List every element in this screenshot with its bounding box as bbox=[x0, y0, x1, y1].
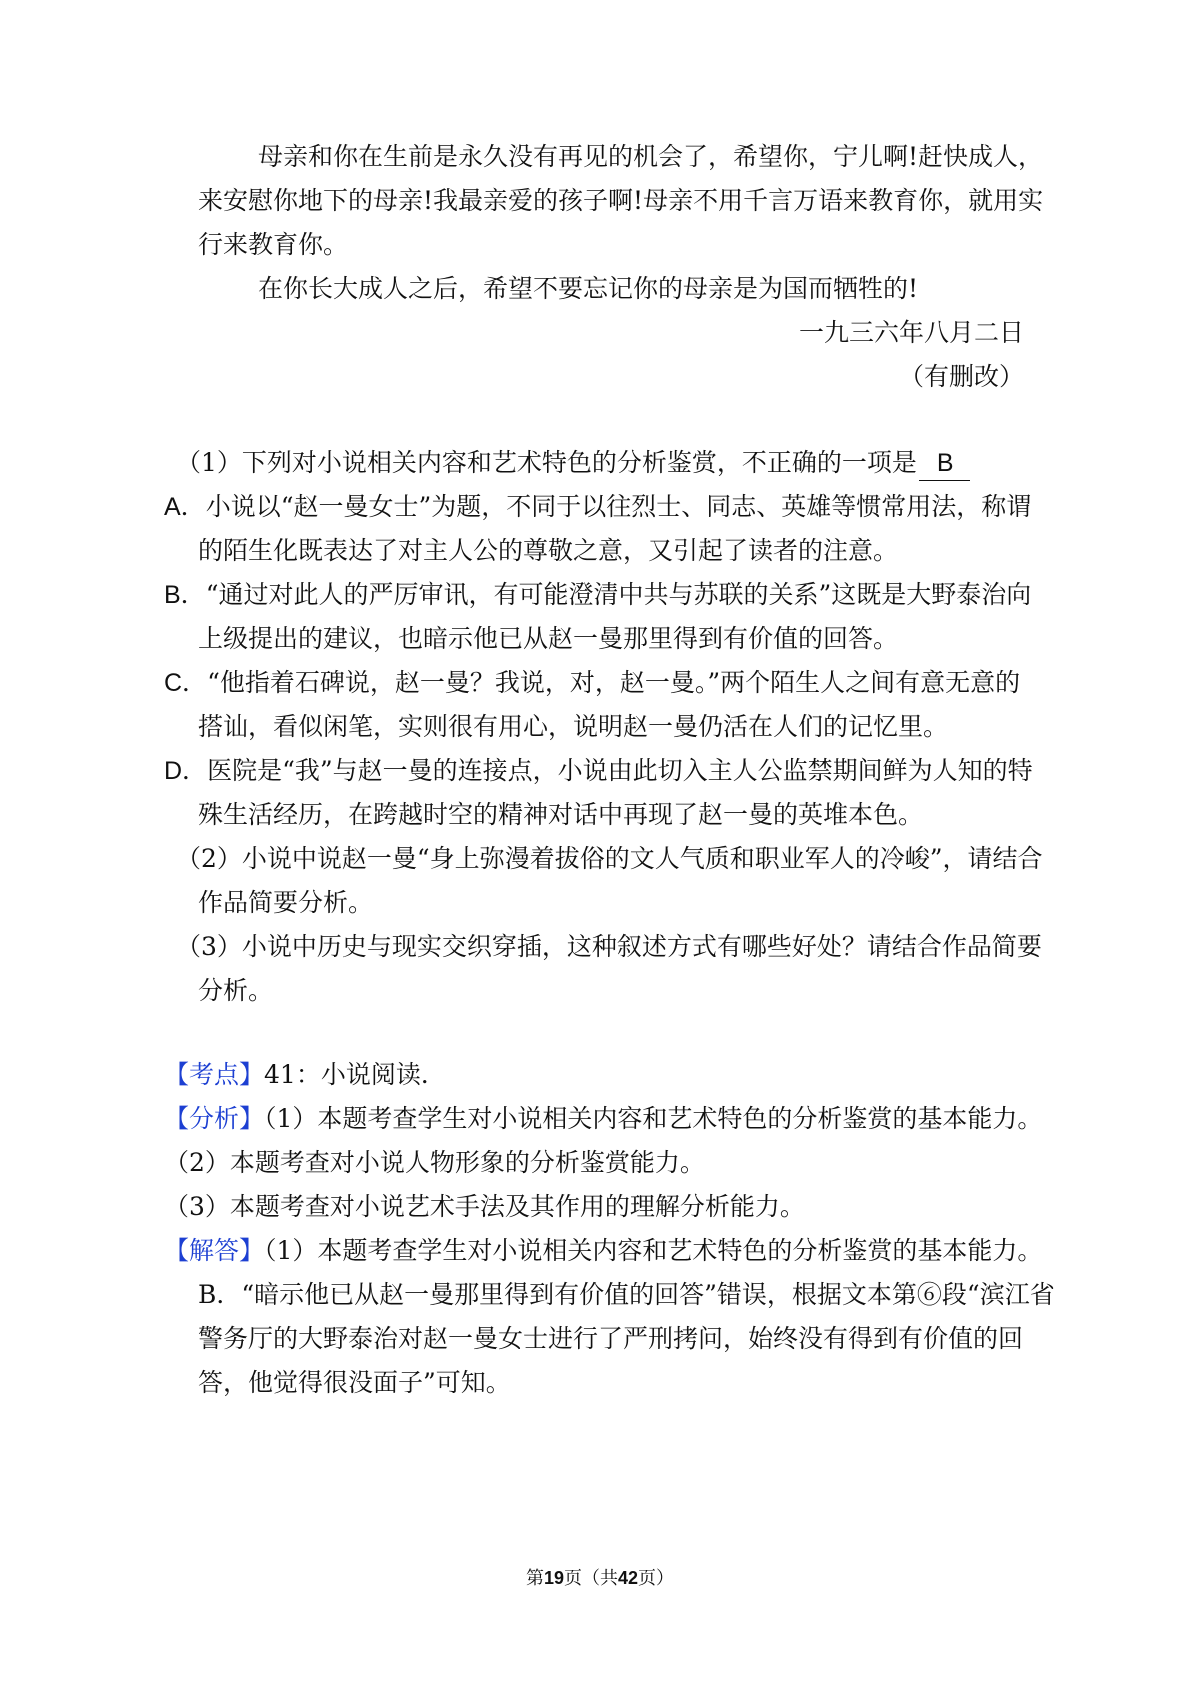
answer-blank: B bbox=[919, 446, 970, 481]
jieda-line-2: B．“暗示他已从赵一曼那里得到有价值的回答”错误，根据文本第⑥段“滨江省 bbox=[198, 1280, 1055, 1309]
kaodian-text: 41：小说阅读． bbox=[264, 1060, 446, 1089]
footer-suffix: 页） bbox=[638, 1568, 675, 1589]
kaodian-label: 【考点】 bbox=[164, 1060, 265, 1089]
footer-total-pages: 42 bbox=[618, 1568, 639, 1588]
fenxi-row bbox=[164, 1102, 1042, 1136]
option-a-text: 小说以“赵一曼女士”为题，不同于以往烈士、同志、英雄等惯常用法，称谓 bbox=[205, 492, 1032, 521]
question-3-line-1: （3）小说中历史与现实交织穿插，这种叙述方式有哪些好处？请结合作品简要 bbox=[176, 932, 1042, 961]
option-b-line-1 bbox=[164, 578, 1031, 612]
option-d-line-2: 殊生活经历，在跨越时空的精神对话中再现了赵一曼的英堆本色。 bbox=[198, 800, 924, 829]
letter-paragraph-1-line-2: 来安慰你地下的母亲!我最亲爱的孩子啊!母亲不用千言万语来教育你，就用实 bbox=[198, 186, 1044, 215]
jieda-line-3: 警务厅的大野泰治对赵一曼女士进行了严刑拷问，始终没有得到有价值的回 bbox=[198, 1324, 1024, 1353]
option-a-line-2: 的陌生化既表达了对主人公的尊敬之意，又引起了读者的注意。 bbox=[198, 536, 899, 565]
fenxi-line-2: （2）本题考查对小说人物形象的分析鉴赏能力。 bbox=[164, 1148, 705, 1177]
jieda-row bbox=[164, 1234, 1042, 1268]
question-1-text: （1）下列对小说相关内容和艺术特色的分析鉴赏，不正确的一项是 bbox=[176, 448, 917, 477]
fenxi-line-3: （3）本题考查对小说艺术手法及其作用的理解分析能力。 bbox=[164, 1192, 805, 1221]
option-b-line-2: 上级提出的建议，也暗示他已从赵一曼那里得到有价值的回答。 bbox=[198, 624, 899, 653]
option-b-letter: B． bbox=[164, 581, 206, 609]
option-d-text: 医院是“我”与赵一曼的连接点，小说由此切入主人公监禁期间鲜为人知的特 bbox=[207, 756, 1033, 785]
letter-paragraph-1-line-3: 行来教育你。 bbox=[198, 230, 349, 259]
option-c-text: “他指着石碑说，赵一曼？我说，对，赵一曼。”两个陌生人之间有意无意的 bbox=[207, 668, 1021, 697]
fenxi-line-1: （1）本题考查学生对小说相关内容和艺术特色的分析鉴赏的基本能力。 bbox=[264, 1104, 1043, 1133]
option-c-letter: C． bbox=[164, 669, 208, 697]
question-1-stem bbox=[176, 446, 970, 481]
letter-paragraph-1-line-1: 母亲和你在生前是永久没有再见的机会了，希望你，宁儿啊!赶快成人， bbox=[258, 142, 1044, 171]
fenxi-label: 【分析】 bbox=[164, 1104, 265, 1133]
footer-prefix: 第 bbox=[525, 1568, 544, 1589]
option-c-line-1 bbox=[164, 666, 1020, 700]
letter-date: 一九三六年八月二日 bbox=[798, 318, 1024, 347]
option-a-line-1 bbox=[164, 490, 1031, 524]
option-d-letter: D． bbox=[164, 757, 208, 785]
jieda-line-1: （1）本题考查学生对小说相关内容和艺术特色的分析鉴赏的基本能力。 bbox=[264, 1236, 1043, 1265]
option-a-letter: A． bbox=[164, 493, 206, 521]
option-b-text: “通过对此人的严厉审讯，有可能澄清中共与苏联的关系”这既是大野泰治向 bbox=[205, 580, 1032, 609]
jieda-label: 【解答】 bbox=[164, 1236, 265, 1265]
kaodian-row bbox=[164, 1058, 446, 1092]
jieda-line-4: 答，他觉得很没面子”可知。 bbox=[198, 1368, 511, 1397]
question-2-line-2: 作品简要分析。 bbox=[198, 888, 374, 917]
footer-middle: 页（共 bbox=[564, 1568, 618, 1589]
edit-note: （有删改） bbox=[898, 362, 1024, 391]
page-footer bbox=[0, 1566, 1200, 1591]
letter-paragraph-2: 在你长大成人之后，希望不要忘记你的母亲是为国而牺牲的! bbox=[258, 274, 919, 303]
question-3-line-2: 分析。 bbox=[198, 976, 274, 1005]
option-d-line-1 bbox=[164, 754, 1033, 788]
option-c-line-2: 搭讪，看似闲笔，实则很有用心，说明赵一曼仍活在人们的记忆里。 bbox=[198, 712, 949, 741]
question-2-line-1: （2）小说中说赵一曼“身上弥漫着拔俗的文人气质和职业军人的冷峻”，请结合 bbox=[176, 844, 1043, 873]
footer-page-number: 19 bbox=[543, 1568, 564, 1588]
